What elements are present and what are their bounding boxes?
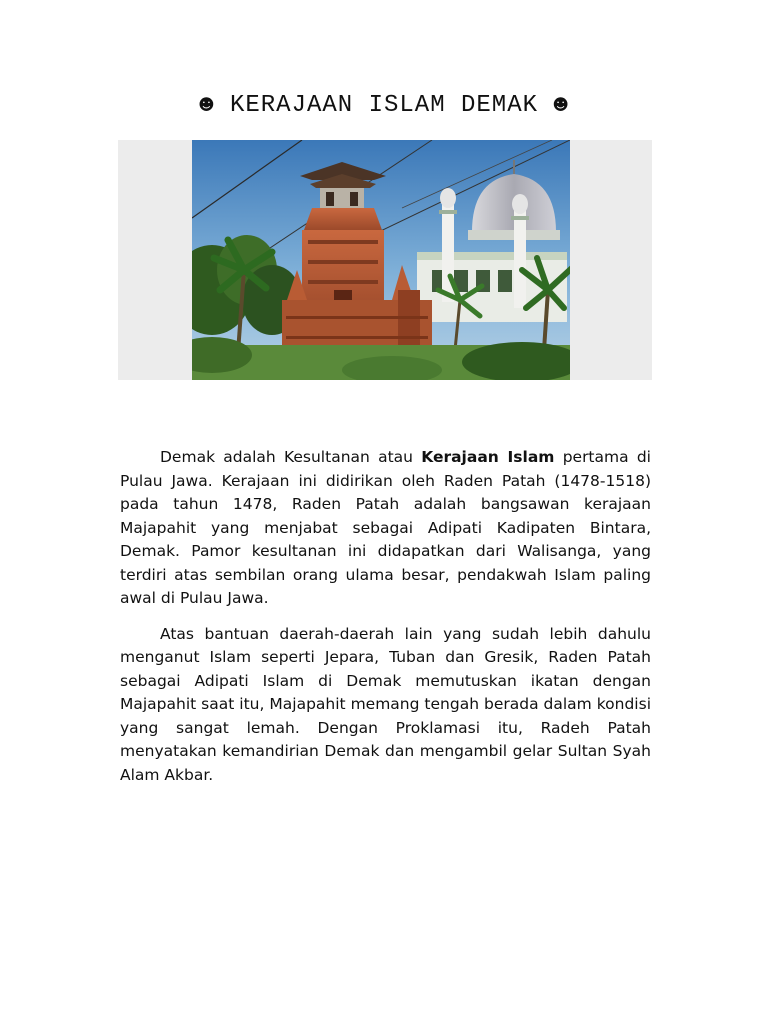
bold-term: Kerajaan Islam <box>421 448 555 466</box>
smiley-icon: ☻ <box>553 92 569 119</box>
paragraph <box>120 446 651 611</box>
paragraph-text: Demak adalah Kesultanan atau <box>160 448 422 466</box>
paragraph-text: pertama di Pulau Jawa. Kerajaan ini didirikan oleh Raden Patah (1478-1518) pada tahun 1478, Raden Patah adalah bangsawan kerajaan Majapahit yang menjabat sebagai Adipati Kadipaten Bintara, Demak. Pamor kesultanan ini didapatkan dari Walisanga, yang terdiri atas sembilan orang ulama besar, pendakwah Islam paling awal di Pulau Jawa. <box>120 448 651 607</box>
page-title <box>0 92 768 119</box>
photo-frame <box>118 140 652 380</box>
mosque-photo-illustration <box>192 140 570 380</box>
smiley-icon: ☻ <box>199 92 215 119</box>
article-body <box>120 446 651 799</box>
page-title-text: KERAJAAN ISLAM DEMAK <box>229 92 539 119</box>
paragraph <box>120 623 651 788</box>
mosque-photo <box>192 140 570 380</box>
paragraph-text: Atas bantuan daerah-daerah lain yang sudah lebih dahulu menganut Islam seperti Jepara, Tuban dan Gresik, Raden Patah sebagai Adipati Islam di Demak memutuskan ikatan dengan Majapahit saat itu, Majapahit memang tengah berada dalam kondisi yang sangat lemah. Dengan Proklamasi itu, Radeh Patah menyatakan kemandirian Demak dan mengambil gelar Sultan Syah Alam Akbar. <box>120 624 651 784</box>
